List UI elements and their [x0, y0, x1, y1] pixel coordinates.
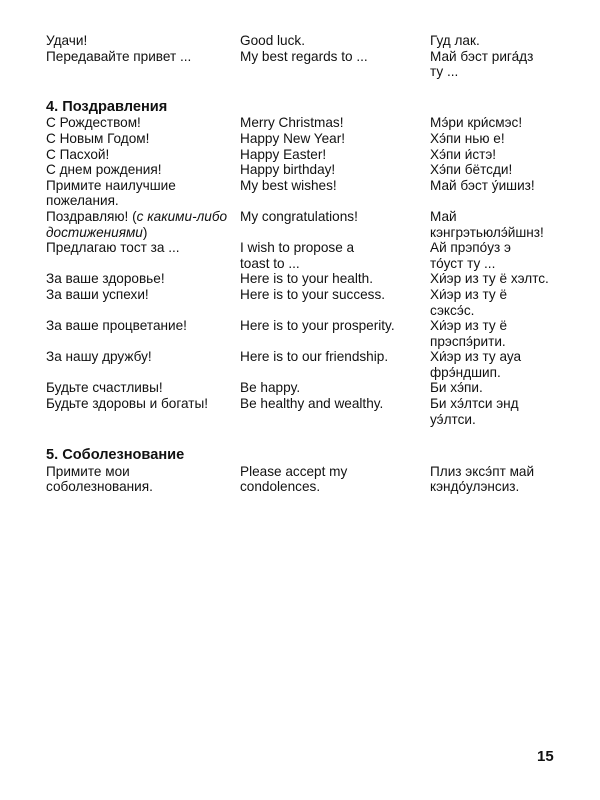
transcription-cont: то́уст ту ...	[430, 255, 496, 271]
transcription-cont: кэндо́улэнсиз.	[430, 479, 520, 495]
english-phrase: Here is to our friendship.	[240, 349, 389, 365]
phrase-table	[46, 33, 566, 495]
phrase-row	[46, 240, 566, 271]
russian-phrase: За ваше процветание!	[46, 318, 187, 334]
phrase-row	[46, 49, 566, 80]
english-phrase: My best regards to ...	[240, 48, 368, 64]
russian-phrase: За нашу дружбу!	[46, 349, 152, 365]
phrase-row	[46, 178, 566, 209]
english-phrase: Merry Christmas!	[240, 115, 344, 131]
english-phrase: Happy New Year!	[240, 130, 346, 146]
transcription: Хи́эр из ту ё хэлтс.	[430, 271, 549, 287]
russian-phrase: Будьте здоровы и богаты!	[46, 396, 209, 412]
section-heading-congratulations: 4. Поздравления	[46, 98, 168, 115]
phrase-row	[46, 318, 566, 349]
russian-phrase: С днем рождения!	[46, 162, 162, 178]
transcription: Би хэ́пи.	[430, 380, 483, 396]
phrase-row	[46, 131, 566, 147]
english-phrase: Please accept my	[240, 463, 348, 479]
english-phrase: My congratulations!	[240, 208, 358, 224]
russian-phrase: За ваши успехи!	[46, 286, 149, 302]
english-phrase-cont: condolences.	[240, 479, 321, 495]
transcription-cont: прэспэ́рити.	[430, 333, 506, 349]
phrase-row	[46, 396, 566, 427]
transcription: Хэ́пи и́стэ!	[430, 146, 497, 162]
russian-phrase: Удачи!	[46, 33, 88, 48]
russian-phrase-cont: пожелания.	[46, 193, 119, 209]
transcription: Ай прэпо́уз э	[430, 240, 511, 256]
transcription: Плиз эксэ́пт май	[430, 463, 535, 479]
phrase-row	[46, 33, 566, 49]
transcription: Май бэст рига́дз	[430, 48, 534, 64]
transcription: Хи́эр из ту ё	[430, 286, 508, 302]
russian-phrase-note-cont: достижениями	[46, 224, 143, 240]
russian-phrase: С Рождеством!	[46, 115, 141, 131]
english-phrase: My best wishes!	[240, 177, 337, 193]
russian-phrase: Передавайте привет ...	[46, 48, 192, 64]
english-phrase: Be healthy and wealthy.	[240, 396, 384, 412]
english-phrase: Here is to your prosperity.	[240, 318, 395, 334]
transcription: Хэ́пи нью е!	[430, 130, 505, 146]
transcription: Хэ́пи бётсди!	[430, 162, 513, 178]
phrase-row	[46, 349, 566, 380]
section-heading-condolences: 5. Соболезнование	[46, 447, 185, 464]
russian-phrase-close: )	[142, 224, 148, 240]
transcription-cont: ту ...	[430, 64, 459, 80]
phrase-row	[46, 380, 566, 396]
english-phrase: Here is to your health.	[240, 271, 373, 287]
russian-phrase-cont	[46, 225, 240, 241]
russian-phrase-main: Поздравляю! (	[46, 208, 137, 224]
phrase-row	[46, 147, 566, 163]
phrase-row	[46, 287, 566, 318]
russian-phrase-cont: соболезнования.	[46, 479, 153, 495]
russian-phrase: С Пасхой!	[46, 146, 110, 162]
phrase-row	[46, 271, 566, 287]
english-phrase: Here is to your success.	[240, 286, 386, 302]
english-phrase: Happy birthday!	[240, 162, 336, 178]
phrase-row	[46, 115, 566, 131]
english-phrase: Good luck.	[240, 33, 305, 48]
phrase-row	[46, 162, 566, 178]
transcription-cont: кэнгрэтьюлэ́йшнз!	[430, 224, 544, 240]
english-phrase: Happy Easter!	[240, 146, 327, 162]
transcription-cont: уэ́лтси.	[430, 411, 476, 427]
transcription: Май	[430, 208, 457, 224]
phrase-row	[46, 464, 566, 495]
transcription: Хи́эр из ту ё	[430, 318, 508, 334]
phrase-row	[46, 209, 566, 240]
transcription: Хи́эр из ту ауа	[430, 349, 522, 365]
transcription-cont: фрэ́ндшип.	[430, 364, 501, 380]
russian-phrase: Предлагаю тост за ...	[46, 240, 180, 256]
russian-phrase: Будьте счастливы!	[46, 380, 163, 396]
transcription: Мэ́ри кри́смэс!	[430, 115, 523, 131]
english-phrase-cont: toast to ...	[240, 255, 300, 271]
english-phrase: Be happy.	[240, 380, 301, 396]
english-phrase: I wish to propose a	[240, 240, 355, 256]
transcription: Гуд лак.	[430, 33, 480, 48]
transcription: Би хэ́лтси энд	[430, 396, 519, 412]
transcription: Май бэст у́ишиз!	[430, 177, 535, 193]
russian-phrase	[46, 209, 240, 225]
russian-phrase: Примите наилучшие	[46, 177, 176, 193]
transcription-cont: сэксэ́с.	[430, 302, 475, 318]
page-number: 15	[537, 748, 554, 765]
russian-phrase-note: с какими-либо	[136, 208, 228, 224]
russian-phrase: Примите мои	[46, 463, 130, 479]
russian-phrase: За ваше здоровье!	[46, 271, 165, 287]
russian-phrase: С Новым Годом!	[46, 130, 150, 146]
